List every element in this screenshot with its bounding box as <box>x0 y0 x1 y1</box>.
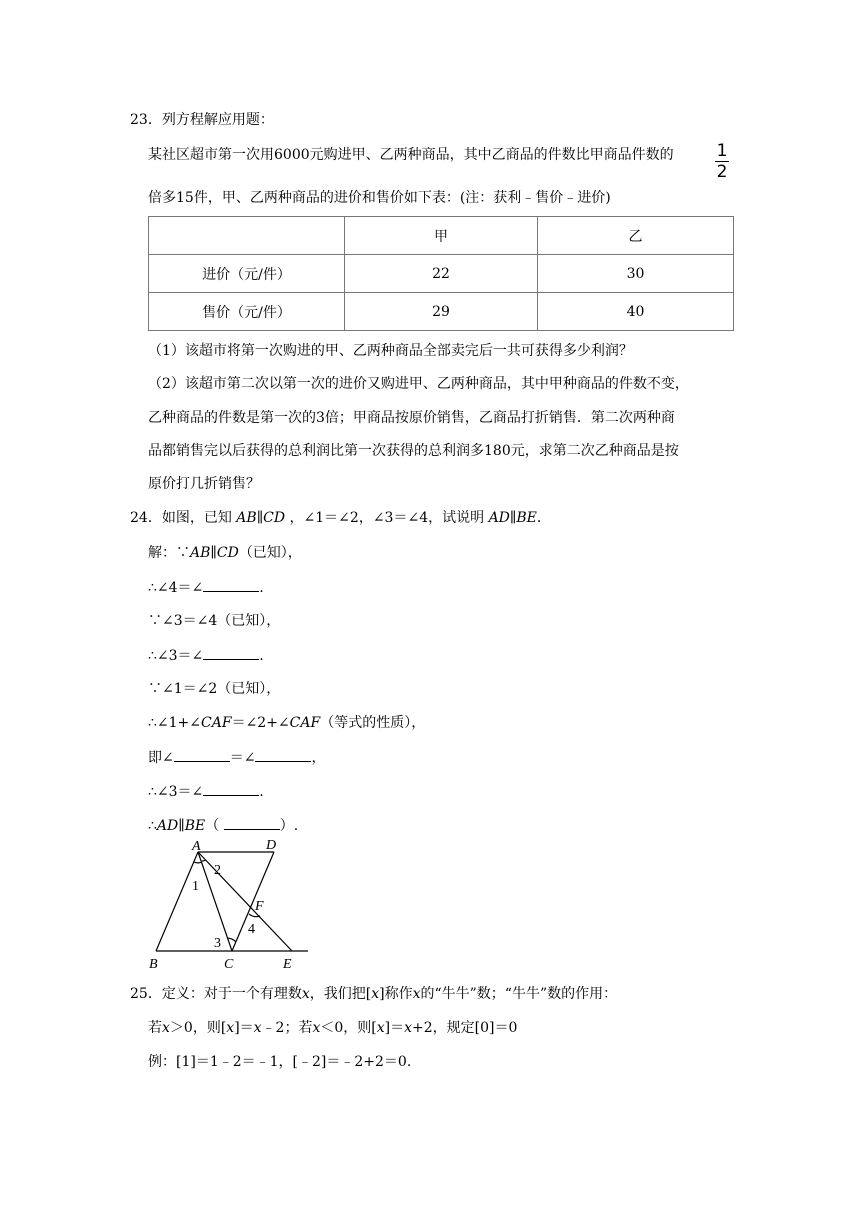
q23-text-line2: 倍多15件，甲、乙两种商品的进价和售价如下表：(注：获利﹣售价﹣进价) <box>148 190 611 206</box>
figure-label: A <box>192 839 201 854</box>
q23-part2-line3: 品都销售完以后获得的总利润比第一次获得的总利润多180元，求第二次乙种商品是按 <box>148 443 679 459</box>
table-header-cell: 乙 <box>538 217 734 255</box>
segment-ab-line <box>156 852 198 951</box>
variable-x: x <box>371 986 380 1002</box>
figure-label: F <box>255 899 264 914</box>
table-row <box>149 255 734 293</box>
proof-text: ∴∠1+∠ <box>148 715 202 731</box>
q25-line2 <box>148 1018 517 1038</box>
q23-part2-line1: （2）该超市第二次以第一次的进价又购进甲、乙两种商品，其中甲种商品的件数不变， <box>148 376 689 392</box>
proof-text: ∴∠3＝∠ <box>148 648 204 664</box>
table-header-row <box>149 217 734 255</box>
q25-example: 例：[1]＝1﹣2＝﹣1，[﹣2]＝﹣2+2＝0. <box>148 1054 412 1070</box>
proof-text: ∴∠3＝∠ <box>148 784 204 800</box>
table-cell: 进价（元/件） <box>149 255 345 293</box>
fill-blank[interactable] <box>174 747 230 762</box>
fill-blank[interactable] <box>255 747 311 762</box>
proof-text: ＝∠ <box>229 750 256 766</box>
q23-part2-line2: 乙种商品的件数是第一次的3倍；甲商品按原价销售，乙商品打折销售．第二次两种商 <box>148 410 675 426</box>
table-cell: 售价（元/件） <box>149 293 345 331</box>
q23-part2-line4: 原价打几折销售？ <box>148 476 260 492</box>
segment-be: BE <box>516 510 537 526</box>
segment-ad: AD <box>156 818 179 834</box>
proof-step-2 <box>148 577 264 598</box>
figure-label: 4 <box>248 922 255 937</box>
figure-label: 2 <box>214 863 221 878</box>
q24-heading-text-c: ． <box>536 510 551 526</box>
table-cell: 29 <box>345 293 538 331</box>
angle-caf: CAF <box>201 715 232 731</box>
q25-text: ]＝ <box>234 1020 254 1036</box>
figure-label: C <box>224 957 234 972</box>
segment-cd: CD <box>216 545 239 561</box>
segment-ad: AD <box>488 510 510 526</box>
angle-1-arc <box>194 862 202 863</box>
q24-heading-text-b: ，∠1＝∠2，∠3＝∠4，试说明 <box>289 510 485 526</box>
figure-label: D <box>266 838 277 853</box>
angle-caf: CAF <box>289 715 321 731</box>
figure-label: B <box>149 957 158 972</box>
fraction-numerator: 1 <box>716 141 728 161</box>
variable-x: x <box>404 1020 413 1036</box>
segment-be: BE <box>184 818 206 834</box>
figure-label: E <box>283 957 292 972</box>
q23-text-line1: 某社区超市第一次用6000元购进甲、乙两种商品，其中乙商品的件数比甲商品件数的 <box>148 147 674 163</box>
proof-text: （等式的性质）， <box>320 715 426 731</box>
proof-text: . <box>259 580 264 596</box>
parallel-symbol: ∥ <box>256 510 264 526</box>
segment-ab: AB <box>190 545 211 561</box>
figure-label: 1 <box>192 879 199 894</box>
proof-step-7 <box>148 747 325 768</box>
proof-text: ∴∠4＝∠ <box>148 580 204 596</box>
proof-text: 即∠ <box>148 750 174 766</box>
table-header-cell <box>149 217 345 255</box>
proof-text: ）. <box>279 818 299 834</box>
proof-text: . <box>259 784 264 800</box>
table-row <box>149 293 734 331</box>
proof-step-6 <box>148 713 425 733</box>
q25-text: ＞0，则[ <box>169 1020 227 1036</box>
q23-heading: 23．列方程解应用题： <box>130 112 274 128</box>
q25-text: 的“牛牛”数；“牛牛”数的作用： <box>420 986 618 1002</box>
proof-text: ， <box>311 750 326 766</box>
fraction-denominator: 2 <box>716 162 728 182</box>
proof-step-1 <box>148 543 302 563</box>
fill-blank[interactable] <box>203 577 259 592</box>
parallel-symbol: ∥ <box>210 545 217 561</box>
figure-label: 3 <box>214 936 221 951</box>
parallel-symbol: ∥ <box>178 818 185 834</box>
proof-text: ＝∠2+∠ <box>231 715 290 731</box>
parallel-symbol: ∥ <box>509 510 517 526</box>
variable-x: x <box>226 1020 235 1036</box>
q25-text: ]称作 <box>379 986 413 1002</box>
proof-step-9 <box>148 815 298 836</box>
variable-x: x <box>301 986 310 1002</box>
proof-step-3: ∵∠3＝∠4（已知）， <box>148 613 281 629</box>
angle-2-arc <box>202 860 206 861</box>
segment-ae-line <box>198 852 292 951</box>
variable-x: x <box>162 1020 170 1036</box>
q23-part1: （1）该超市将第一次购进的甲、乙两种商品全部卖完后一共可获得多少利润？ <box>148 343 633 359</box>
price-table <box>148 216 734 331</box>
q25-text: ，我们把[ <box>309 986 372 1002</box>
segment-ab: AB <box>236 510 257 526</box>
q25-text: ﹣2；若 <box>261 1020 313 1036</box>
q25-line1 <box>130 984 617 1004</box>
fill-blank[interactable] <box>203 645 259 660</box>
table-cell: 30 <box>538 255 734 293</box>
q25-text: 25．定义：对于一个有理数 <box>130 986 302 1002</box>
proof-text: 解：∵ <box>148 545 190 561</box>
q25-text: ]＝ <box>384 1020 405 1036</box>
proof-step-4 <box>148 645 264 666</box>
segment-cd: CD <box>263 510 286 526</box>
proof-text: （已知）， <box>238 545 302 561</box>
table-header-cell: 甲 <box>345 217 538 255</box>
table-cell: 22 <box>345 255 538 293</box>
variable-x: x <box>412 986 421 1002</box>
proof-text: ∴ <box>148 818 157 834</box>
q25-text: ＜0，则[ <box>320 1020 377 1036</box>
q25-text: +2，规定[0]＝0 <box>412 1020 518 1036</box>
fill-blank[interactable] <box>203 781 259 796</box>
proof-step-8 <box>148 781 264 802</box>
variable-x: x <box>312 1020 321 1036</box>
q24-heading-text-a: 24．如图，已知 <box>130 510 232 526</box>
geometry-figure <box>140 836 320 976</box>
proof-text: （ <box>205 818 224 834</box>
proof-text: . <box>259 648 264 664</box>
proof-step-5: ∵∠1＝∠2（已知）， <box>148 681 281 697</box>
variable-x: x <box>253 1020 262 1036</box>
q24-heading <box>130 508 551 528</box>
table-cell: 40 <box>538 293 734 331</box>
q25-text: 若 <box>148 1020 162 1036</box>
variable-x: x <box>376 1020 385 1036</box>
fraction-one-half <box>715 142 729 181</box>
fill-blank[interactable] <box>224 815 280 830</box>
